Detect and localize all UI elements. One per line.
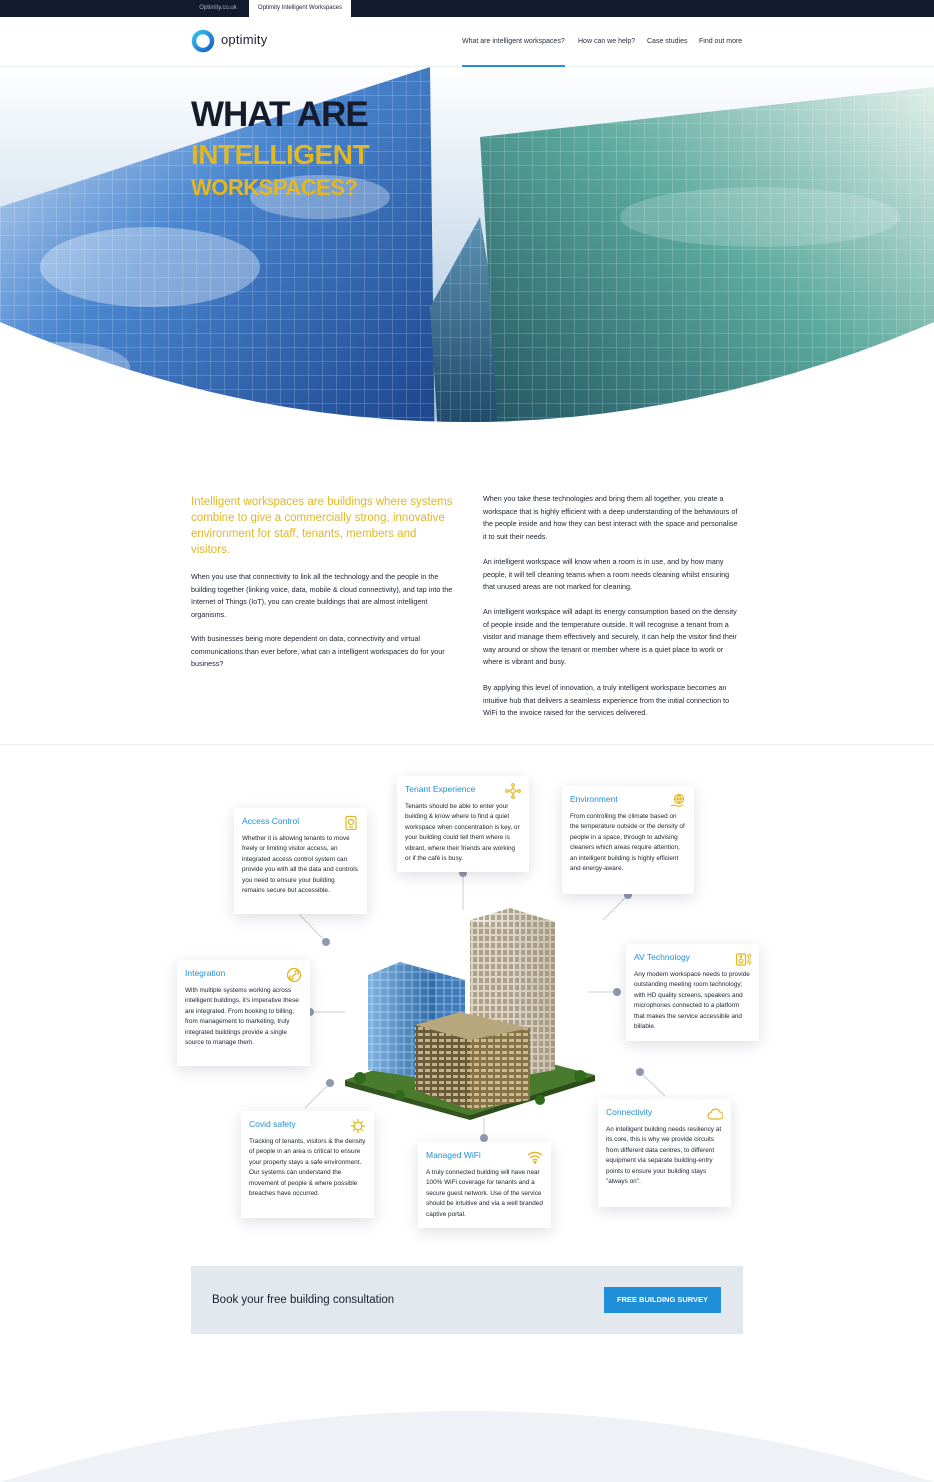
tenant-experience-text: Tenants should be able to enter your building & know where to find a quiet workspace when concentration is key, or your building could tell them where is vibrant, where their friends are working or if the café is busy. (405, 803, 520, 863)
intro-right-paragraph-3: An intelligent workspace will adapt its energy consumption based on the density of people inside and the temperature outside. It will recognise a tenant from a visitor and manage them effectively and securely, it can help the visitor find their way around or show the tenant or member where is a quiet place to work or where is vibrant and busy. (483, 607, 737, 667)
intro-lead: Intelligent workspaces are buildings where systems combine to give a commercially strong, innovative environment for staff, tenants, members and visitors. (191, 496, 453, 556)
feature-card-environment (562, 786, 694, 894)
link-icon (286, 967, 302, 983)
intro-right-paragraph-4: By applying this level of innovation, a truly intelligent workspace becomes an intuitive hub that delivers a seamless experience from the initial connection to WiFi to the invoice raised for the services delivered. (483, 683, 730, 718)
connectivity-title: Connectivity (606, 1107, 653, 1117)
nav-what-are-intelligent-workspaces[interactable]: What are intelligent workspaces? (462, 38, 565, 45)
feature-card-integration (177, 960, 310, 1066)
covid-safety-text: Tracking of tenants, visitors & the density of people in an area is critical to ensure your property stays a safe environment. Our systems can understand the movement of people & where possible breaches have occurred. (249, 1138, 366, 1198)
av-technology-text: Any modern workspace needs to provide outstanding meeting room technology; with HD quality screens, speakers and microphones connected to a platform that makes the service accessible and billable. (634, 971, 750, 1031)
intro-left-paragraph-2: With businesses being more dependent on data, connectivity and virtual communications than ever before, what can a intelligent workspaces do for your business? (191, 634, 445, 669)
keycard-reader-icon (343, 815, 359, 831)
connectivity-text: An intelligent building needs resiliency at its core, this is why we provide circuits from different data centres, to different equipment via separate building-entry points to ensure your building stays "always on". (606, 1126, 722, 1186)
brand-name[interactable]: optimity (221, 32, 268, 47)
consultation-text: Book your free building consultation (212, 1294, 395, 1306)
access-control-text: Whether it is allowing tenants to move freely or limiting visitor access, an integrated access control system can provide you with all the data and controls you need to ensure your building remains secure but accessible. (242, 835, 358, 895)
tab-intelligent-workspaces[interactable]: Optimity Intelligent Workspaces (249, 0, 351, 17)
nav-find-out-more[interactable]: Find out more (699, 38, 743, 45)
intro-left-paragraph-1: When you use that connectivity to link all the technology and the people in the building together (linking voice, data, mobile & cloud connectivity), and tap into the Internet of Things (IoT), you can create buildings that are almost intelligent organisms. (191, 572, 453, 619)
hero-title-line-3: WORKSPACES? (191, 175, 358, 200)
people-network-icon (505, 783, 521, 799)
consultation-banner (191, 1266, 743, 1334)
feature-card-managed-wifi (418, 1142, 551, 1228)
tab-optimity-site[interactable]: Optimity.co.uk (199, 5, 237, 11)
access-control-title: Access Control (242, 816, 300, 826)
integration-text: With multiple systems working across intelligent buildings, it's imperative these are integrated. From booking to billing, from management to marketing, truly integrated buildings provide a single source to manage them. (185, 987, 299, 1047)
wifi-icon (527, 1149, 543, 1165)
buildings-illustration (340, 900, 600, 1120)
feature-card-av-technology (626, 944, 759, 1041)
integration-title: Integration (185, 968, 226, 978)
nav-how-can-we-help[interactable]: How can we help? (578, 38, 636, 45)
free-building-survey-button[interactable]: FREE BUILDING SURVEY (604, 1287, 721, 1313)
managed-wifi-title: Managed WiFi (426, 1150, 481, 1160)
managed-wifi-text: A truly connected building will have near 100% WiFi coverage for tenants and a secure guest network. Use of the service should be intuitive and via a well branded captive portal. (426, 1169, 543, 1218)
intro-right-paragraph-2: An intelligent workspace will know when a room is in use, and by how many people, it will tell cleaning teams when a room needs cleaning whilst ensuring that unused areas are not marked for cleaning. (483, 557, 730, 592)
speaker-icon (735, 951, 751, 967)
feature-card-covid-safety (241, 1111, 374, 1218)
globe-hand-icon (670, 793, 686, 809)
environment-text: From controlling the climate based on the temperature outside or the density of people in a space, through to advising cleaners which areas require attention, an intelligent building is highly efficient and energy-aware. (570, 813, 685, 873)
av-technology-title: AV Technology (634, 952, 690, 962)
feature-card-access-control (234, 808, 367, 914)
cloud-icon (707, 1106, 723, 1122)
footer-curve-decoration (0, 1380, 934, 1482)
virus-icon (350, 1118, 366, 1134)
tenant-experience-title: Tenant Experience (405, 784, 476, 794)
hero-title-line-1: WHAT ARE (191, 95, 368, 134)
environment-title: Environment (570, 794, 618, 804)
feature-card-connectivity (598, 1099, 731, 1207)
covid-safety-title: Covid safety (249, 1119, 296, 1129)
intro-right-paragraph-1: When you take these technologies and bring them all together, you create a workspace that is highly efficient with a deep understanding of the behaviours of the people inside and how they can best interact with the space and personalise it to suit their needs. (483, 494, 738, 541)
feature-card-tenant-experience (397, 776, 529, 872)
nav-case-studies[interactable]: Case studies (647, 38, 688, 45)
hero-title-line-2: INTELLIGENT (191, 139, 370, 170)
